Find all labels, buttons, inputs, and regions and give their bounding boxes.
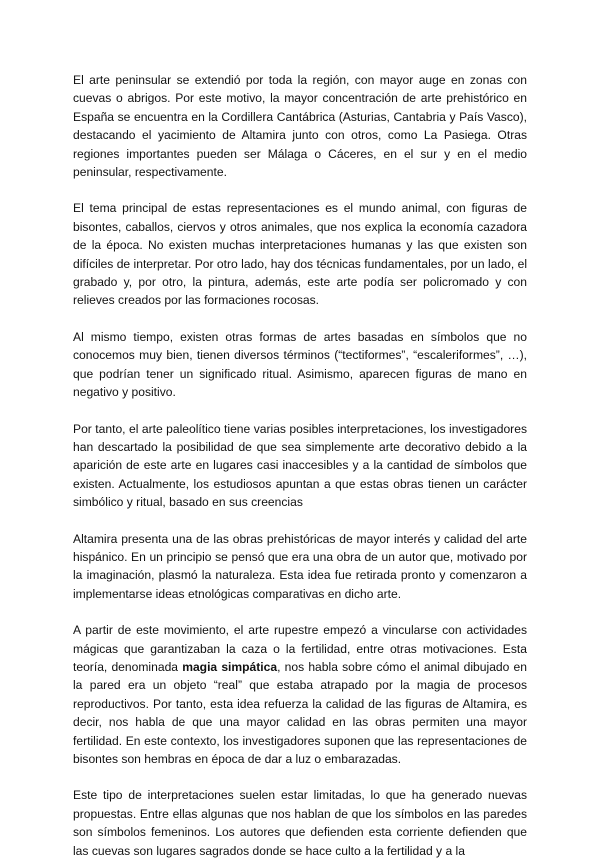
- paragraph: El arte peninsular se extendió por toda la región, con mayor auge en zonas con cuevas o abrigos. Por este motivo, la mayor concentración de arte prehistórico en España se encuentra en la Cordillera Cantábrica (Asturias, Cantabria y País Vasco), destacando el yacimiento de Altamira junto con otros, como La Pasiega. Otras regiones importantes pueden ser Málaga o Cáceres, en el sur y en el medio peninsular, respectivamente.: [73, 73, 527, 180]
- paragraph: Este tipo de interpretaciones suelen estar limitadas, lo que ha generado nuevas propuestas. Entre ellas algunas que nos hablan de que los símbolos en las paredes son símbolos femeninos. Los autores que defienden esta corriente defienden que las cuevas son lugares sagrados donde se hace culto a la fertilidad y a la: [73, 788, 527, 858]
- paragraph: Al mismo tiempo, existen otras formas de artes basadas en símbolos que no conocemos muy bien, tienen diversos términos (“tectiformes”, “escaleriformes”, …), que podrían tener un significado ritual. Asimismo, aparecen figuras de mano en negativo y positivo.: [73, 329, 527, 400]
- paragraph-magia-simpatica: [73, 621, 527, 768]
- paragraph: Por tanto, el arte paleolítico tiene varias posibles interpretaciones, los investigadores han descartado la posibilidad de que sea simplemente arte decorativo debido a la aparición de este arte en lugares casi inaccesibles y a la cantidad de símbolos que existen. Actualmente, los estudiosos apuntan a que estas obras tienen un carácter simbólico y ritual, basado en sus creencias: [73, 421, 527, 510]
- bold-term: magia simpática: [182, 659, 278, 674]
- paragraph-text: A partir de este movimiento, el arte rupestre empezó a vincularse con actividades mágicas que garantizaban la caza o la fertilidad, entre otras motivaciones. Esta teoría, denominada: [73, 623, 527, 674]
- paragraph: Altamira presenta una de las obras prehistóricas de mayor interés y calidad del arte hispánico. En un principio se pensó que era una obra de un autor que, motivado por la imaginación, plasmó la naturaleza. Esta idea fue retirada pronto y comenzaron a implementarse ideas etnológicas comparativas en dicho arte.: [73, 531, 527, 601]
- paragraph: El tema principal de estas representaciones es el mundo animal, con figuras de bisontes, caballos, ciervos y otros animales, que nos explica la economía cazadora de la época. No existen muchas interpretaciones humanas y las que existen son difíciles de interpretar. Por otro lado, hay dos técnicas fundamentales, por un lado, el grabado y, por otro, la pintura, además, este arte podía ser policromado y con relieves creados por las formaciones rocosas.: [73, 201, 527, 308]
- document-body: [73, 71, 527, 860]
- paragraph-text: , nos habla sobre cómo el animal dibujado en la pared era un objeto “real” que estaba atrapado por la magia de procesos reproductivos. Por tanto, esta idea refuerza la calidad de las figuras de Altamira, es decir, nos habla de que una mayor calidad en las obras permiten una mayor fertilidad. En este contexto, los investigadores suponen que las representaciones de bisontes son hembras en época de dar a luz o embarazadas.: [73, 659, 527, 766]
